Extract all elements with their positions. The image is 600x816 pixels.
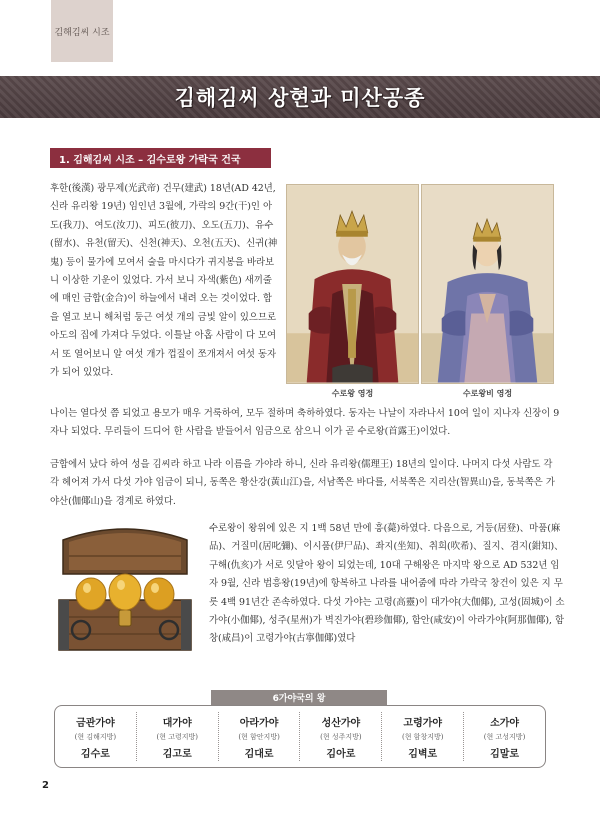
page-number: 2 xyxy=(42,780,49,791)
kingdom-king: 김말로 xyxy=(490,748,520,760)
kingdom-name: 금관가야 xyxy=(76,717,115,729)
kingdom-goryeong xyxy=(382,712,464,761)
kingdom-geumgwan xyxy=(55,712,137,761)
kingdom-name: 고령가야 xyxy=(403,717,443,729)
treasure-chest-image xyxy=(55,522,195,652)
queen-portrait xyxy=(421,184,554,384)
queen-portrait-image xyxy=(422,185,553,383)
kingdom-region: (현 함안지방) xyxy=(238,732,280,741)
six-gaya-kings-label: 6가야국의 왕 xyxy=(211,690,387,705)
kingdom-king: 김벽로 xyxy=(408,748,438,760)
kingdom-name: 성산가야 xyxy=(321,717,361,729)
kingdom-name: 아라가야 xyxy=(239,717,279,729)
kingdom-king: 김수로 xyxy=(80,748,110,760)
kingdom-region: (현 함창지방) xyxy=(401,732,444,741)
paragraph-founding: 후한(後漢) 광무제(光武帝) 건무(建武) 18년(AD 42년, 신라 유리왕 19년) 임인년 3월에, 가락의 9간(干)인 아도(我刀)、여도(汝刀)、피도(彼刀)、오도(五刀)、유수(留水)、유천(留天)、신천(神天)、오천(五天)、신귀(神鬼) 등이 물가에 모여서 술을 마시다가 귀지봉을 바라보니 이상한 기운이 있었다. 가서 보니 자색(紫色) 새끼줄에 매인 금합(金合)이 하늘에서 내려 오는 것이었다. 합을 열고 보니 해처럼 둥근 여섯 개의 금빛 알이 있으므로 아도의 집에 가져다 두었다. 이틀날 아홉 사람이 다 모여서 또 열어보니 알 여섯 개가 껍질이 쪼개져서 여섯 동자가 되어 있었다. xyxy=(50,183,278,379)
six-gaya-kings-table xyxy=(54,705,546,768)
paragraph-succession: 수로왕이 왕위에 있은 지 1백 58년 만에 훙(薨)하였다. 다음으로, 거등(居登)、마품(麻品)、거질미(居叱彌)、이시품(伊尸品)、좌지(坐知)、취희(吹希)、질지、겸지(鉗知)、구해(仇亥)가 서로 잇달아 왕이 되었는데, 10대 구해왕은 마지막 왕으로 AD 532년 임자 9월, 신라 법흥왕(19년)에 항복하고 나라를 내어줌에 따라 가락국 창건이 있은 지 무릇 4백 91년간 존속하였다. 다섯 가야는 고령(高靈)이 대가야(大伽倻), 고성(固城)이 소가야(小伽倻), 성주(星州)가 벽진가야(碧珍伽倻), 함안(咸安)이 아라가야(阿那伽倻), 함창(咸昌)이 고령가야(古寧伽倻)였다 xyxy=(209,523,565,645)
king-portrait xyxy=(286,184,419,384)
kingdom-region: (현 김해지방) xyxy=(74,732,117,741)
paragraph-kingdom-borders: 금합에서 났다 하여 성을 김씨라 하고 나라 이름을 가야라 하니, 신라 유리왕(儒理王) 18년의 일이다. 나머지 다섯 사람도 각각 헤어져 가서 다섯 가야 임금이 되니, 동쪽은 황산강(黃山江)을, 서남쪽은 바다를, 서북쪽은 지리산(智異山)을, 동북쪽은 가야산(伽倻山)을 경계로 하였다. xyxy=(50,459,555,507)
kingdom-king: 김고로 xyxy=(162,748,192,760)
king-portrait-image xyxy=(287,185,418,383)
paragraph-coronation: 나이는 열다섯 쯤 되었고 용모가 매우 거룩하여, 모두 절하며 축하하였다. 동자는 나날이 자라나서 10여 일이 지나자 신장이 9자나 되었다. 무리들이 드디어 한 사람을 받들어서 임금으로 삼으니 이가 곧 수로왕(首露王)이었다. xyxy=(50,408,560,438)
kingdom-region: (현 고성지방) xyxy=(483,732,526,741)
kingdom-so xyxy=(464,712,545,761)
section-heading: 1. 김해김씨 시조 – 김수로왕 가락국 건국 xyxy=(50,148,271,168)
kingdom-region: (현 고령지방) xyxy=(156,732,198,741)
kingdom-ara xyxy=(219,712,301,761)
king-portrait-caption: 수로왕 영정 xyxy=(331,389,374,398)
kingdom-region: (현 성주지방) xyxy=(320,732,362,741)
kingdom-king: 김아로 xyxy=(326,748,356,760)
kingdom-seongsan xyxy=(300,712,382,761)
kingdom-dae xyxy=(137,712,219,761)
golden-eggs-chest-icon xyxy=(55,522,195,652)
kingdom-king: 김대로 xyxy=(244,748,274,760)
chapter-tab: 김해김씨 시조 xyxy=(51,0,113,62)
kingdom-name: 대가야 xyxy=(162,717,192,729)
kingdom-name: 소가야 xyxy=(490,717,520,729)
queen-portrait-caption: 수로왕비 영정 xyxy=(462,389,513,398)
title-banner xyxy=(0,76,600,118)
page-title: 김해김씨 상현과 미산공종 xyxy=(174,85,426,110)
